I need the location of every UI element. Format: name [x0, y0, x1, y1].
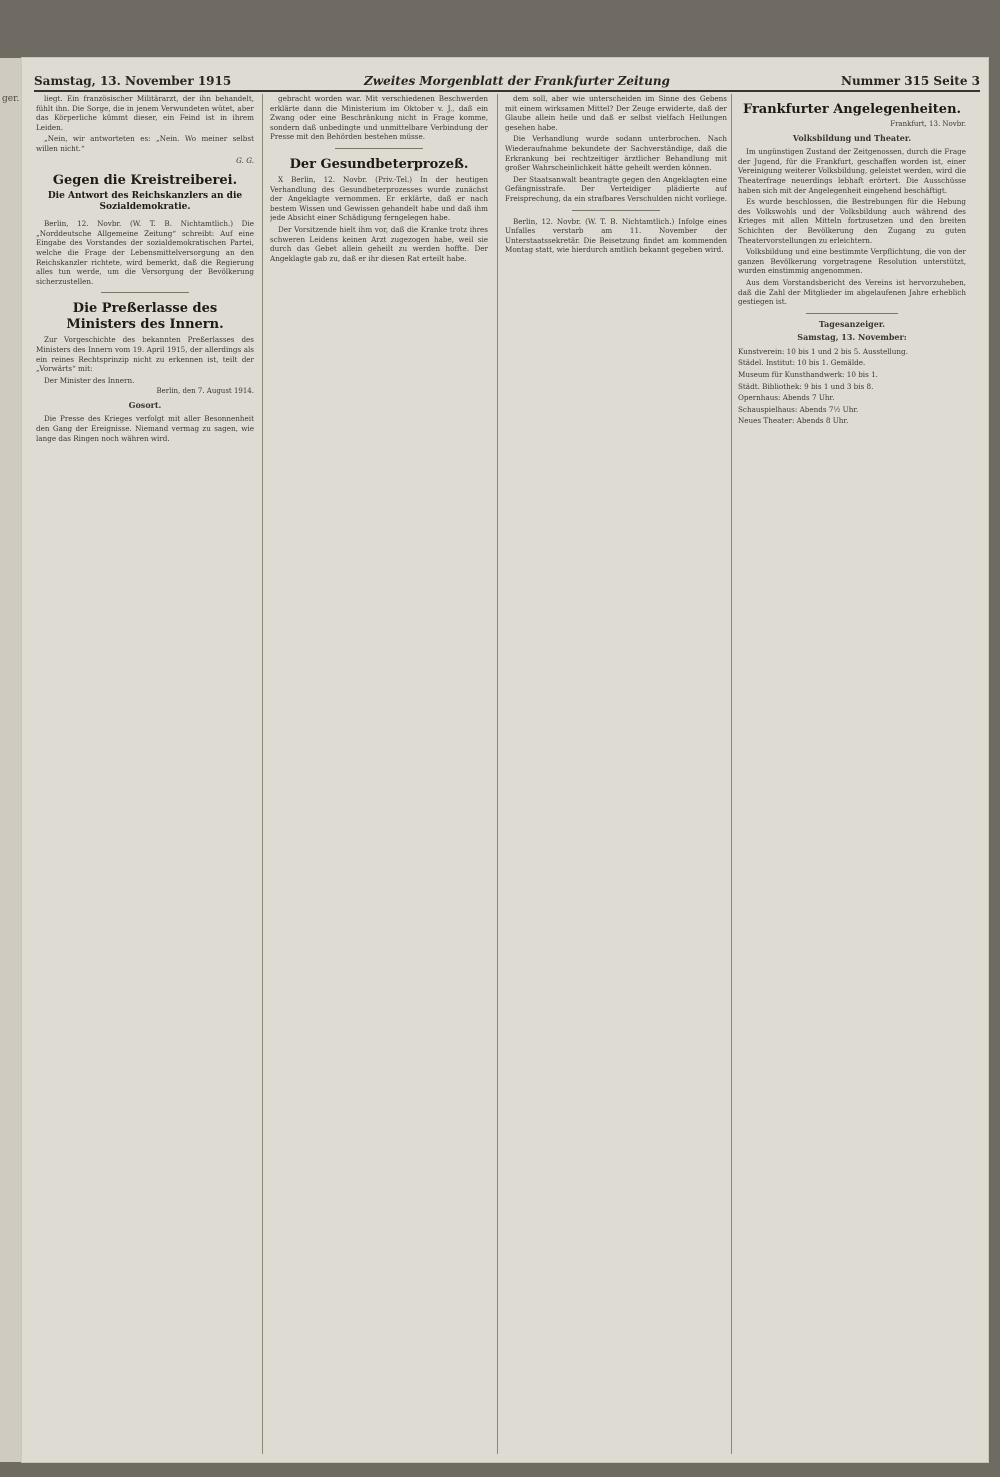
schedule-row: Städt. Bibliothek: 9 bis 1 und 3 bis 8. [738, 381, 874, 391]
masthead [34, 72, 980, 92]
masthead-title: Zweites Morgenblatt der Frankfurter Zeitung [364, 74, 670, 88]
article-paragraph: X Berlin, 12. Novbr. (Priv.-Tel.) In der heutigen Verhandlung des Gesundbeterprozesses wurde zunächst der Angeklagte vernommen. Er erklärte, daß er nach bestem Wissen und Gewissen gehandelt habe und daß ihm jede Absicht einer Schädigung ferngelegen habe. [270, 174, 488, 223]
dateline: Berlin, den 7. August 1914. [156, 387, 254, 396]
column-rule [497, 94, 498, 1454]
article-paragraph: Zur Vorgeschichte des bekannten Preßerlasses des Ministers des Innern vom 19. April 1915, der allerdings als ein reines Rechtsprinzip nicht zu erkennen ist, teilt der „Vorwärts“ mit: [36, 335, 254, 374]
article-paragraph: gebracht worden war. Mit verschiedenen Beschwerden erklärte dann die Ministerium im Oktober v. J., daß ein Zwang oder eine Beschränkung nicht in Frage komme, sondern daß unbedingte und unmittelbare Verbindung der Presse mit den Behörden bestehen müsse. [270, 94, 488, 142]
edge-text: ger. [2, 94, 20, 104]
article-paragraph: Es wurde beschlossen, die Bestrebungen für die Hebung des Volkswohls und der Volksbildung auch während des Krieges mit allen Mitteln fortzusetzen und den breiten Schichten der Bevölkerung den Zugang zu guten Theatervorstellungen zu erleichtern. [738, 197, 966, 245]
column-rule [731, 94, 732, 1454]
intro-paragraph: liegt. Ein französischer Militärarzt, der ihn behandelt, fühlt ihn. Die Sorge, die in jenem Verwundeten wütet, aber das Körperliche kümmt dieser, ein Feind ist in ihrem Leiden. [36, 94, 254, 132]
article-paragraph: Volksbildung und eine bestimmte Verpflichtung, die von der ganzen Bevölkerung vorgetragene Resolution unterstützt, wurden einstimmig angenommen. [738, 247, 966, 276]
column-1 [36, 94, 254, 1454]
article-separator [101, 292, 188, 293]
article-paragraph: Berlin, 12. Novbr. (W. T. B. Nichtamtlich.) Infolge eines Unfalles verstarb am 11. November der Unterstaatssekretär. Die Beisetzung findet am kommenden Montag statt, wie hierdurch amtlich bekannt gegeben wird. [505, 216, 727, 255]
article-paragraph: dem soll, aber wie unterscheiden im Sinne des Gebens mit einem wirksamen Mittel? Der Zeuge erwiderte, daß der Glaube allein heile und daß er selbst vielfach Heilungen gesehen habe. [505, 94, 727, 132]
quote-paragraph: „Nein, wir antworteten es: „Nein. Wo meiner selbst willen nicht.“ [36, 134, 254, 153]
masthead-date: Samstag, 13. November 1915 [34, 74, 232, 88]
signature-name: Gosort. [128, 399, 162, 410]
article-separator [572, 210, 661, 211]
article-paragraph: Die Presse des Krieges verfolgt mit aller Besonnenheit den Gang der Ereignisse. Niemand vermag zu sagen, wie lange das Ringen noch währen wird. [36, 414, 254, 443]
article-subheadline: Die Antwort des Reichskanzlers an die Sozialdemokratie. [47, 191, 243, 213]
schedule-list [738, 347, 966, 426]
column-4 [738, 94, 966, 1454]
schedule-row: Museum für Kunsthandwerk: 10 bis 1. [738, 370, 878, 380]
schedule-row: Opernhaus: Abends 7 Uhr. [738, 393, 835, 403]
article-paragraph: Aus dem Vorstandsbericht des Vereins ist hervorzuheben, daß die Zahl der Mitglieder im abgelaufenen Jahre erheblich gestiegen ist. [738, 277, 966, 307]
column-rule [262, 94, 263, 1454]
column-3 [505, 94, 727, 1454]
masthead-issue: Nummer 315 Seite 3 [840, 74, 980, 88]
article-paragraph: Berlin, 12. Novbr. (W. T. B. Nichtamtlich.) Die „Norddeutsche Allgemeine Zeitung“ schreibt: Auf eine Eingabe des Vorstandes der sozialdemokratischen Partei, welche die Frage der Lebensmittelversorgung an den Reichskanzler richtete, wird bemerkt, daß die Regierung alles tun werde, um die Versorgung der Bevölkerung sicherzustellen. [36, 219, 254, 286]
section-dateline: Frankfurt, 13. Novbr. [890, 120, 966, 128]
schedule-row: Neues Theater: Abends 8 Uhr. [738, 416, 849, 426]
schedule-row: Kunstverein: 10 bis 1 und 2 bis 5. Ausstellung. [738, 346, 908, 356]
article-headline: Der Gesundbeterprozeß. [289, 156, 469, 172]
schedule-row: Städel. Institut: 10 bis 1. Gemälde. [738, 358, 866, 368]
article-paragraph: Im ungünstigen Zustand der Zeitgenossen, durch die Frage der Jugend, für die Frankfurt, geschaffen worden ist, einer Vereinigung weiterer Volksbildung, geleistet werden, wird die Theaterfrage neuerdings lebhaft erörtert. Die Ausschüsse haben sich mit der Angelegenheit eingehend beschäftigt. [738, 147, 966, 195]
section-subheadline: Volksbildung und Theater. [792, 132, 912, 143]
adjacent-page-edge [0, 58, 23, 1462]
schedule-date: Samstag, 13. November: [797, 332, 907, 343]
article-headline: Gegen die Kreistreiberei. [52, 173, 238, 189]
schedule-row: Schauspielhaus: Abends 7½ Uhr. [738, 404, 859, 414]
column-2 [270, 94, 488, 1454]
article-separator [806, 313, 897, 314]
article-paragraph: Die Verhandlung wurde sodann unterbrochen. Nach Wiederaufnahme bekundete der Sachverständige, daß die Erkrankung bei rechtzeitiger ärztlicher Behandlung mit großer Wahrscheinlichkeit hätte geheilt werden können. [505, 134, 727, 173]
article-headline: Die Preßerlasse des Ministers des Innern. [66, 301, 224, 333]
signature-label: Der Minister des Innern. [44, 375, 135, 385]
article-paragraph: Der Staatsanwalt beantragte gegen den Angeklagten eine Gefängnisstrafe. Der Verteidiger plädierte auf Freisprechung, da ein strafbares Verschulden nicht vorliege. [505, 174, 727, 203]
section-headline: Frankfurter Angelegenheiten. [742, 102, 962, 117]
quote-signature: G. G. [236, 155, 254, 165]
article-paragraph: Der Vorsitzende hielt ihm vor, daß die Kranke trotz ihres schweren Leidens keinen Arzt zugezogen habe, weil sie durch das Gebet allein geheilt zu werden hoffte. Der Angeklagte gab zu, daß er ihr diesen Rat erteilt habe. [270, 224, 488, 263]
schedule-heading: Tagesanzeiger. [818, 318, 886, 329]
article-separator [335, 148, 422, 149]
